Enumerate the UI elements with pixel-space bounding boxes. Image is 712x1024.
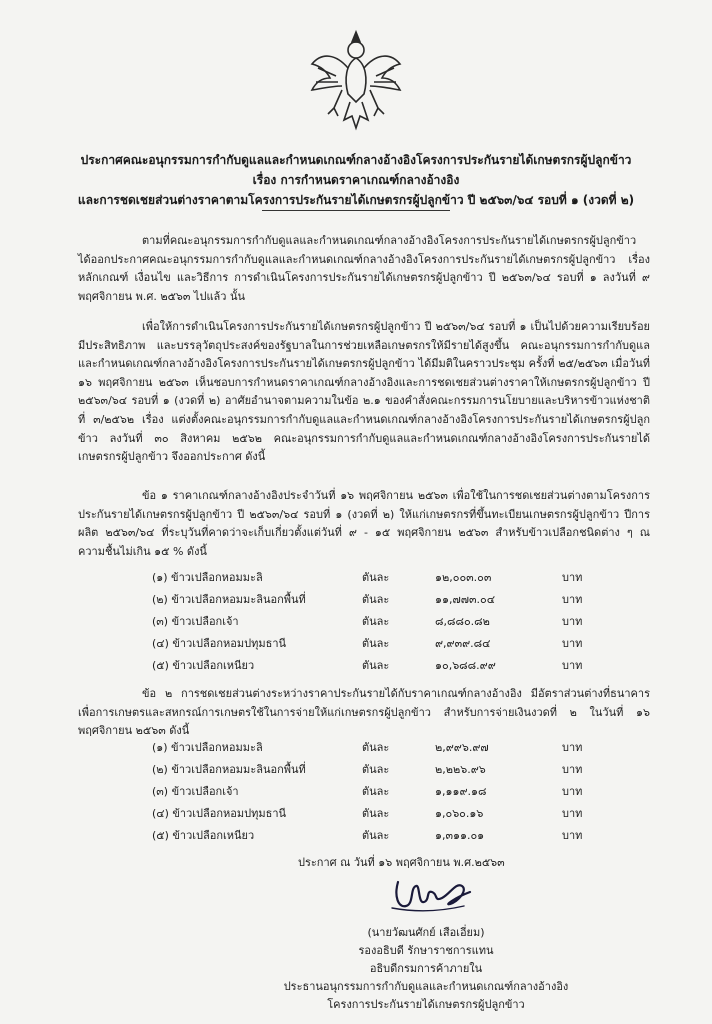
rice-type: (๒) ข้าวเปลือกหอมมะลินอกพื้นที่ [152,593,306,606]
price-value: ๘,๘๘๐.๘๒ [435,615,490,628]
reference-price-list [152,566,622,676]
price-row [152,632,622,654]
clause-2-text: ข้อ ๒ การชดเชยส่วนต่างระหว่างราคาประกันรายได้กับราคาเกณฑ์กลางอ้างอิง มีอัตราส่วนต่างที่ธนาคารเพื่อการเกษตรและสหกรณ์การเกษตรใช้ในการจ่ายให้แก่เกษตรกรผู้ปลูกข้าว สำหรับการจ่ายเงินงวดที่ ๒ ในวันที่ ๑๖ พฤศจิกายน ๒๕๖๓ ดังนี้ [78,687,650,738]
garuda-emblem [306,24,406,134]
title-divider [262,210,450,211]
rice-type: (๕) ข้าวเปลือกเหนียว [152,829,255,842]
signer-project: โครงการประกันรายได้เกษตรกรผู้ปลูกข้าว [327,998,525,1011]
handwritten-signature [384,868,480,918]
compensation-row [152,802,622,824]
currency: บาท [562,571,583,584]
unit: ตันละ [362,829,390,842]
rice-type: (๑) ข้าวเปลือกหอมมะลิ [152,571,263,584]
paragraph-background [78,232,650,306]
unit: ตันละ [362,615,390,628]
compensation-row [152,758,622,780]
price-row [152,610,622,632]
price-row [152,588,622,610]
compensation-row [152,780,622,802]
announcement-date: ประกาศ ณ วันที่ ๑๖ พฤศจิกายน พ.ศ.๒๕๖๓ [298,856,505,869]
rice-type: (๕) ข้าวเปลือกเหนียว [152,659,255,672]
unit: ตันละ [362,741,390,754]
compensation-row [152,736,622,758]
currency: บาท [562,615,583,628]
paragraph-background-text: ตามที่คณะอนุกรรมการกำกับดูแลและกำหนดเกณฑ์กลางอ้างอิงโครงการประกันรายได้เกษตรกรผู้ปลูกข้าว ได้ออกประกาศคณะอนุกรรมการกำกับดูแลและกำหนดเกณฑ์กลางอ้างอิงโครงการประกันรายได้เกษตรกรผู้ปลูกข้าว เรื่อง หลักเกณฑ์ เงื่อนไข และวิธีการ การดำเนินโครงการประกันรายได้เกษตรกรผู้ปลูกข้าว ปี ๒๕๖๓/๖๔ รอบที่ ๑ ลงวันที่ ๙ พฤศจิกายน พ.ศ. ๒๕๖๓ ไปแล้ว นั้น [78,234,650,303]
compensation-value: ๒,๒๒๖.๙๖ [435,763,486,776]
currency: บาท [562,659,583,672]
unit: ตันละ [362,593,390,606]
announcement-title: ประกาศคณะอนุกรรมการกำกับดูแลและกำหนดเกณฑ์กลางอ้างอิงโครงการประกันรายได้เกษตรกรผู้ปลูกข้าว [80,153,632,167]
unit: ตันละ [362,637,390,650]
rice-type: (๓) ข้าวเปลือกเจ้า [152,615,239,628]
unit: ตันละ [362,659,390,672]
unit: ตันละ [362,763,390,776]
rice-type: (๔) ข้าวเปลือกหอมปทุมธานี [152,637,287,650]
compensation-value: ๑,๑๑๙.๑๘ [435,785,487,798]
price-value: ๙,๙๓๙.๘๔ [435,637,491,650]
unit: ตันละ [362,807,390,820]
compensation-list [152,736,622,846]
compensation-value: ๑,๐๖๐.๑๖ [435,807,484,820]
currency: บาท [562,593,583,606]
signer-position: อธิบดีกรมการค้าภายใน [369,962,483,975]
clause-2 [78,685,650,741]
currency: บาท [562,829,583,842]
announcement-subject-detail: และการชดเชยส่วนต่างราคาตามโครงการประกันรายได้เกษตรกรผู้ปลูกข้าว ปี ๒๕๖๓/๖๔ รอบที่ ๑ (งวดที่ ๒) [77,193,635,207]
paragraph-resolution-text: เพื่อให้การดำเนินโครงการประกันรายได้เกษตรกรผู้ปลูกข้าว ปี ๒๕๖๓/๖๔ รอบที่ ๑ เป็นไปด้วยความเรียบร้อย มีประสิทธิภาพ และบรรลุวัตถุประสงค์ของรัฐบาลในการช่วยเหลือเกษตรกรให้มีรายได้สูงขึ้น คณะอนุกรรมการกำกับดูแลและกำหนดเกณฑ์กลางอ้างอิงโครงการประกันรายได้เกษตรกรผู้ปลูกข้าว ได้มีมติในคราวประชุม ครั้งที่ ๒๕/๒๕๖๓ เมื่อวันที่ ๑๖ พฤศจิกายน ๒๕๖๓ เห็นชอบการกำหนดราคาเกณฑ์กลางอ้างอิงและการชดเชยส่วนต่างราคาให้เกษตรกรผู้ปลูกข้าว ปี ๒๕๖๓/๖๔ รอบที่ ๑ (งวดที่ ๒) อาศัยอำนาจตามความในข้อ ๒.๑ ของคำสั่งคณะกรรมการนโยบายและบริหารข้าวแห่งชาติ ที่ ๓/๒๕๖๒ เรื่อง แต่งตั้งคณะอนุกรรมการกำกับดูแลและกำหนดเกณฑ์กลางอ้างอิงโครงการประกันรายได้เกษตรกรผู้ปลูกข้าว ลงวันที่ ๓๐ สิงหาคม ๒๕๖๒ คณะอนุกรรมการกำกับดูแลและกำหนดเกณฑ์กลางอ้างอิงโครงการประกันรายได้เกษตรกรผู้ปลูกข้าว จึงออกประกาศ ดังนี้ [78,320,650,464]
currency: บาท [562,637,583,650]
signer-title: รองอธิบดี รักษาราชการแทน [358,944,494,957]
compensation-value: ๑,๓๑๑.๐๑ [435,829,485,842]
currency: บาท [562,741,583,754]
unit: ตันละ [362,571,390,584]
currency: บาท [562,807,583,820]
unit: ตันละ [362,785,390,798]
currency: บาท [562,785,583,798]
rice-type: (๒) ข้าวเปลือกหอมมะลินอกพื้นที่ [152,763,306,776]
compensation-row [152,824,622,846]
paragraph-resolution [78,318,650,467]
price-value: ๑๐,๖๘๘.๙๙ [435,659,496,672]
price-row [152,566,622,588]
price-row [152,654,622,676]
price-value: ๑๑,๗๗๓.๐๔ [435,593,496,606]
announcement-subject: เรื่อง การกำหนดราคาเกณฑ์กลางอ้างอิง [252,173,460,187]
price-value: ๑๒,๐๐๓.๐๓ [435,571,492,584]
clause-1 [78,487,650,561]
rice-type: (๔) ข้าวเปลือกหอมปทุมธานี [152,807,287,820]
signer-chair: ประธานอนุกรรมการกำกับดูแลและกำหนดเกณฑ์กลางอ้างอิง [283,980,569,993]
rice-type: (๓) ข้าวเปลือกเจ้า [152,785,239,798]
rice-type: (๑) ข้าวเปลือกหอมมะลิ [152,741,263,754]
signer-name: (นายวัฒนศักย์ เสือเอี่ยม) [367,926,485,939]
clause-1-text: ข้อ ๑ ราคาเกณฑ์กลางอ้างอิงประจำวันที่ ๑๖ พฤศจิกายน ๒๕๖๓ เพื่อใช้ในการชดเชยส่วนต่างตามโครงการประกันรายได้เกษตรกรผู้ปลูกข้าว ปี ๒๕๖๓/๖๔ รอบที่ ๑ (งวดที่ ๒) ให้แก่เกษตรกรที่ขึ้นทะเบียนเกษตรกรผู้ปลูกข้าว ปีการผลิต ๒๕๖๓/๖๔ ที่ระบุวันที่คาดว่าจะเก็บเกี่ยวตั้งแต่วันที่ ๙ - ๑๕ พฤศจิกายน ๒๕๖๓ สำหรับข้าวเปลือกชนิดต่าง ๆ ณ ความชื้นไม่เกิน ๑๕ % ดังนี้ [78,489,650,558]
currency: บาท [562,763,583,776]
compensation-value: ๒,๙๙๖.๙๗ [435,741,489,754]
